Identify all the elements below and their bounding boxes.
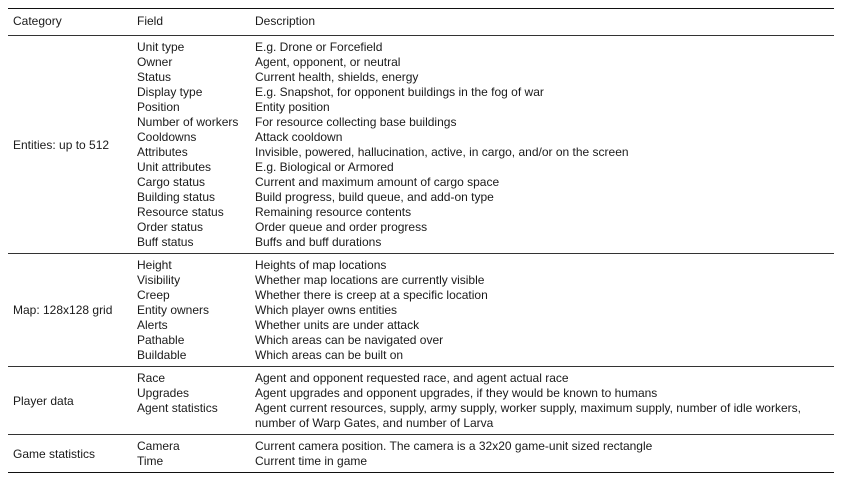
field-cell: Buff status <box>137 235 194 249</box>
description-cell: Which player owns entities <box>255 303 398 317</box>
section-rows <box>137 439 834 469</box>
description-cell: Current time in game <box>255 454 368 468</box>
field-cell: Attributes <box>137 145 188 159</box>
description-cell: Current and maximum amount of cargo space <box>255 175 500 189</box>
description-cell: Whether there is creep at a specific location <box>255 288 488 302</box>
observation-table <box>8 8 834 473</box>
section-rows <box>137 371 834 431</box>
description-cell: Buffs and buff durations <box>255 235 382 249</box>
table-section <box>8 367 834 434</box>
description-cell: Which areas can be navigated over <box>255 333 444 347</box>
field-cell: Resource status <box>137 205 224 219</box>
table-row <box>137 40 834 55</box>
table-row <box>137 145 834 160</box>
field-cell: Owner <box>137 55 173 69</box>
table-row <box>137 160 834 175</box>
field-cell: Upgrades <box>137 386 190 400</box>
table-row <box>137 175 834 190</box>
description-cell: Invisible, powered, hallucination, active, in cargo, and/or on the screen <box>255 145 629 159</box>
description-cell: Agent current resources, supply, army supply, worker supply, maximum supply, number of idle workers, number of Warp Gates, and number of Larva <box>255 401 801 430</box>
table-row <box>137 55 834 70</box>
description-cell: Whether map locations are currently visible <box>255 273 485 287</box>
table-row <box>137 348 834 363</box>
table-row <box>137 258 834 273</box>
field-cell: Status <box>137 70 172 84</box>
table-row <box>137 371 834 386</box>
bottom-rule <box>8 472 834 473</box>
table-row <box>137 235 834 250</box>
field-cell: Camera <box>137 439 180 453</box>
description-cell: Order queue and order progress <box>255 220 428 234</box>
field-cell: Order status <box>137 220 204 234</box>
table-row <box>137 220 834 235</box>
table-row <box>137 115 834 130</box>
table-row <box>137 401 834 431</box>
description-cell: E.g. Biological or Armored <box>255 160 394 174</box>
field-cell: Pathable <box>137 333 185 347</box>
table-row <box>137 85 834 100</box>
field-cell: Position <box>137 100 180 114</box>
description-cell: Remaining resource contents <box>255 205 412 219</box>
table-row <box>137 454 834 469</box>
table-row <box>137 318 834 333</box>
table-section <box>8 435 834 472</box>
description-cell: Current health, shields, energy <box>255 70 419 84</box>
table-body <box>8 36 834 472</box>
field-cell: Buildable <box>137 348 187 362</box>
table-row <box>137 205 834 220</box>
header-field: Field <box>137 14 164 28</box>
section-category: Map: 128x128 grid <box>13 303 113 317</box>
table-row <box>137 333 834 348</box>
description-cell: Agent upgrades and opponent upgrades, if they would be known to humans <box>255 386 658 400</box>
table-header <box>8 9 834 35</box>
table-row <box>137 190 834 205</box>
table-row <box>137 439 834 454</box>
description-cell: Agent and opponent requested race, and agent actual race <box>255 371 569 385</box>
description-cell: Which areas can be built on <box>255 348 404 362</box>
field-cell: Unit attributes <box>137 160 212 174</box>
section-rows <box>137 258 834 363</box>
field-cell: Race <box>137 371 166 385</box>
description-cell: Whether units are under attack <box>255 318 420 332</box>
field-cell: Height <box>137 258 172 272</box>
table-section <box>8 36 834 253</box>
field-cell: Visibility <box>137 273 181 287</box>
description-cell: Agent, opponent, or neutral <box>255 55 401 69</box>
table-row <box>137 303 834 318</box>
field-cell: Number of workers <box>137 115 239 129</box>
description-cell: Attack cooldown <box>255 130 343 144</box>
description-cell: Current camera position. The camera is a 32x20 game-unit sized rectangle <box>255 439 653 453</box>
table-row <box>137 288 834 303</box>
description-cell: For resource collecting base buildings <box>255 115 457 129</box>
header-category: Category <box>13 14 62 28</box>
description-cell: Build progress, build queue, and add-on type <box>255 190 494 204</box>
field-cell: Time <box>137 454 164 468</box>
table-row <box>137 386 834 401</box>
table-row <box>137 273 834 288</box>
header-description: Description <box>255 14 316 28</box>
field-cell: Agent statistics <box>137 401 218 415</box>
field-cell: Cargo status <box>137 175 206 189</box>
field-cell: Building status <box>137 190 216 204</box>
description-cell: E.g. Snapshot, for opponent buildings in the fog of war <box>255 85 544 99</box>
description-cell: E.g. Drone or Forcefield <box>255 40 383 54</box>
table-row <box>137 100 834 115</box>
section-category: Game statistics <box>13 446 96 461</box>
field-cell: Display type <box>137 85 203 99</box>
field-cell: Entity owners <box>137 303 210 317</box>
table-section <box>8 254 834 366</box>
table-row <box>137 130 834 145</box>
field-cell: Unit type <box>137 40 185 54</box>
table-row <box>137 70 834 85</box>
section-rows <box>137 40 834 250</box>
section-category: Player data <box>13 393 74 408</box>
field-cell: Cooldowns <box>137 130 197 144</box>
field-cell: Creep <box>137 288 170 302</box>
field-cell: Alerts <box>137 318 168 332</box>
description-cell: Entity position <box>255 100 330 114</box>
description-cell: Heights of map locations <box>255 258 387 272</box>
section-category: Entities: up to 512 <box>13 137 110 152</box>
